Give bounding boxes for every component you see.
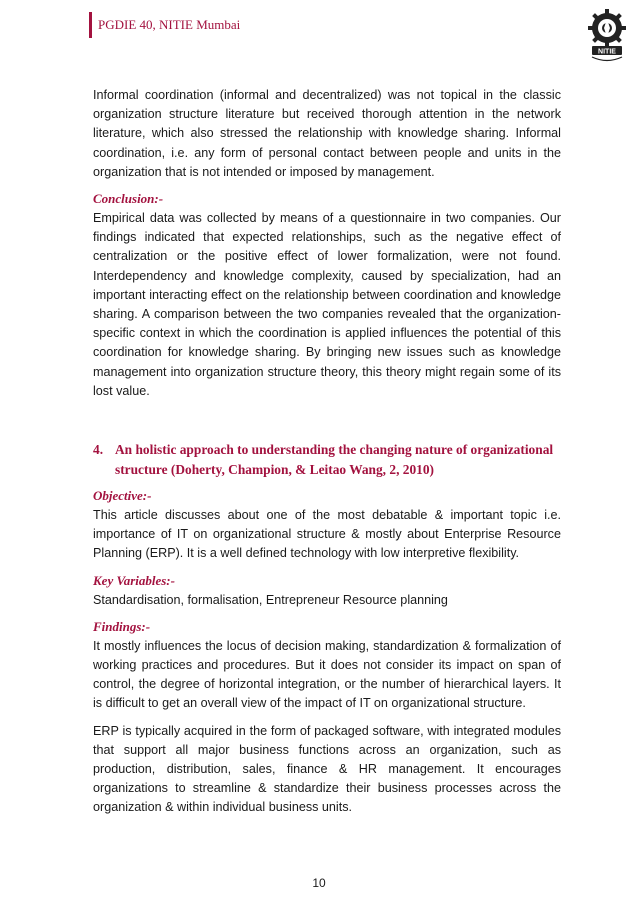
- section-number: 4.: [93, 442, 104, 458]
- header-accent-bar: [89, 12, 92, 38]
- nitie-logo-icon: [584, 8, 630, 66]
- header-title: PGDIE 40, NITIE Mumbai: [98, 17, 241, 32]
- findings-text: It mostly influences the locus of decision making, standardization & formalization of working practices and procedures. But it does not consider its impact on span of control, the degree of horizontal integration, or the number of hierarchical layers. It is difficult to get an overall view of the impact of IT on organizational structure.: [93, 638, 561, 711]
- key-variables-heading: Key Variables:-: [93, 572, 175, 588]
- section-title: An holistic approach to understanding the changing nature of organizational structure (Doherty, Champion, & Leitao Wang, 2, 2010): [115, 442, 554, 477]
- objective-heading: Objective:-: [93, 488, 152, 504]
- conclusion-heading: Conclusion:-: [93, 191, 164, 207]
- page-header: [89, 12, 240, 38]
- page-content: [93, 86, 561, 826]
- findings-text-erp: ERP is typically acquired in the form of packaged software, with integrated modules that support all major business functions across an organization, such as production, distribution, sales, finance & HR management. It encourages organizations to streamline & standardize their business processes across the organization & within individual business units.: [93, 723, 561, 815]
- findings-heading: Findings:-: [93, 618, 151, 634]
- section-4-heading: [93, 440, 561, 479]
- objective-text: This article discusses about one of the most debatable & important topic i.e. importance of IT on organizational structure & mostly about Enterprise Resource Planning (ERP). It is a well defined technology with low interpretive flexibility.: [93, 508, 561, 561]
- section-spacer: [93, 409, 561, 440]
- key-variables-text: Standardisation, formalisation, Entrepreneur Resource planning: [93, 592, 448, 607]
- logo-label: NITIE: [598, 48, 616, 56]
- conclusion-text: Empirical data was collected by means of a questionnaire in two companies. Our findings indicated that expected relationships, such as the negative effect of centralization or the positive effect of lower formalization, were not found. Interdependency and knowledge complexity, caused by specialization, had an important interacting effect on the relationship between coordination and knowledge sharing. A comparison between the two companies revealed that the organization-specific context in which the coordination is applied influences the potential of this coordination for knowledge sharing. By bringing new issues such as knowledge management into organization structure theory, this theory might regain some of its lost value.: [93, 211, 561, 398]
- page-number: 10: [312, 876, 326, 890]
- intro-paragraph: Informal coordination (informal and decentralized) was not topical in the classic organization structure literature but received thorough attention in the network literature, which also stressed the relationship with knowledge sharing. Informal coordination, i.e. any form of personal contact between people and units in the organization that is not intended or imposed by management.: [93, 88, 561, 179]
